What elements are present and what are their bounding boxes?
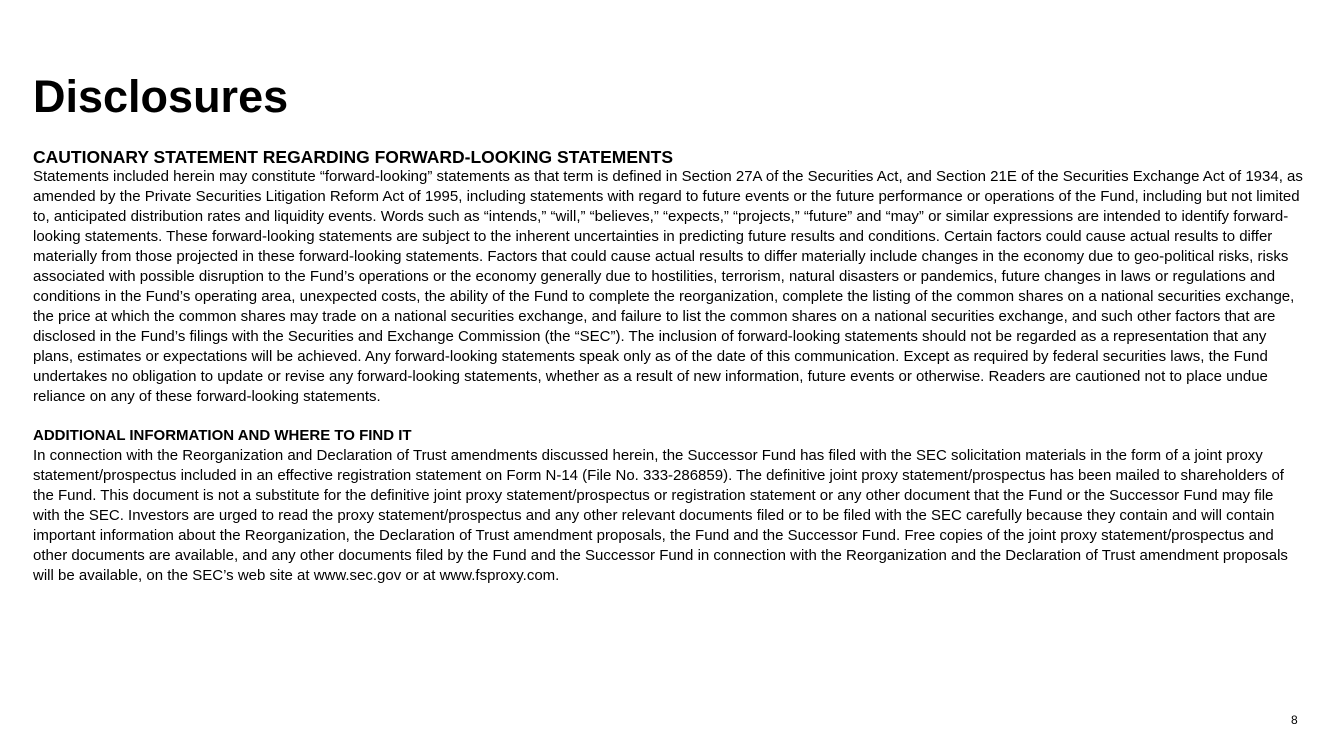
forward-looking-section bbox=[33, 147, 1303, 407]
section-spacer bbox=[33, 407, 1303, 426]
additional-info-section bbox=[33, 426, 1303, 586]
page-title: Disclosures bbox=[33, 71, 289, 122]
additional-info-heading: ADDITIONAL INFORMATION AND WHERE TO FIND IT bbox=[33, 427, 412, 444]
additional-info-body: In connection with the Reorganization and Declaration of Trust amendments discussed herein, the Successor Fund has filed with the SEC solicitation materials in the form of a joint proxy statement/prospectus included in an effective registration statement on Form N-14 (File No. 333-286859). The definitive joint proxy statement/prospectus has been mailed to shareholders of the Fund. This document is not a substitute for the definitive joint proxy statement/prospectus or registration statement or any other document that the Fund or the Successor Fund may file with the SEC. Investors are urged to read the proxy statement/prospectus and any other relevant documents filed or to be filed with the SEC carefully because they contain and will contain important information about the Reorganization, the Declaration of Trust amendment proposals, the Fund and the Successor Fund. Free copies of the joint proxy statement/prospectus and other documents are available, and any other documents filed by the Fund and the Successor Fund in connection with the Reorganization and the Declaration of Trust amendment proposals will be available, on the SEC’s web site at www.sec.gov or at www.fsproxy.com. bbox=[33, 447, 1288, 584]
forward-looking-heading: CAUTIONARY STATEMENT REGARDING FORWARD-LOOKING STATEMENTS bbox=[33, 147, 674, 167]
disclosures-content bbox=[33, 147, 1303, 586]
page-number: 8 bbox=[1291, 713, 1298, 727]
forward-looking-body: Statements included herein may constitute “forward-looking” statements as that term is defined in Section 27A of the Securities Act, and Section 21E of the Securities Exchange Act of 1934, as amended by the Private Securities Litigation Reform Act of 1995, including statements with regard to future events or the future performance or operations of the Fund, including but not limited to, anticipated distribution rates and liquidity events. Words such as “intends,” “will,” “believes,” “expects,” “projects,” “future” and “may” or similar expressions are intended to identify forward-looking statements. These forward-looking statements are subject to the inherent uncertainties in predicting future results and conditions. Certain factors could cause actual results to differ materially from those projected in these forward-looking statements. Factors that could cause actual results to differ materially include changes in the economy due to geo-political risks, risks associated with possible disruption to the Fund’s operations or the economy generally due to hostilities, terrorism, natural disasters or pandemics, future changes in laws or regulations and conditions in the Fund’s operating area, unexpected costs, the ability of the Fund to complete the reorganization, complete the listing of the common shares on a national securities exchange, the price at which the common shares may trade on a national securities exchange, and failure to list the common shares on a national securities exchange, and such other factors that are disclosed in the Fund’s filings with the Securities and Exchange Commission (the “SEC”). The inclusion of forward-looking statements should not be regarded as a representation that any plans, estimates or expectations will be achieved. Any forward-looking statements speak only as of the date of this communication. Except as required by federal securities laws, the Fund undertakes no obligation to update or revise any forward-looking statements, whether as a result of new information, future events or otherwise. Readers are cautioned not to place undue reliance on any of these forward-looking statements. bbox=[33, 168, 1303, 405]
